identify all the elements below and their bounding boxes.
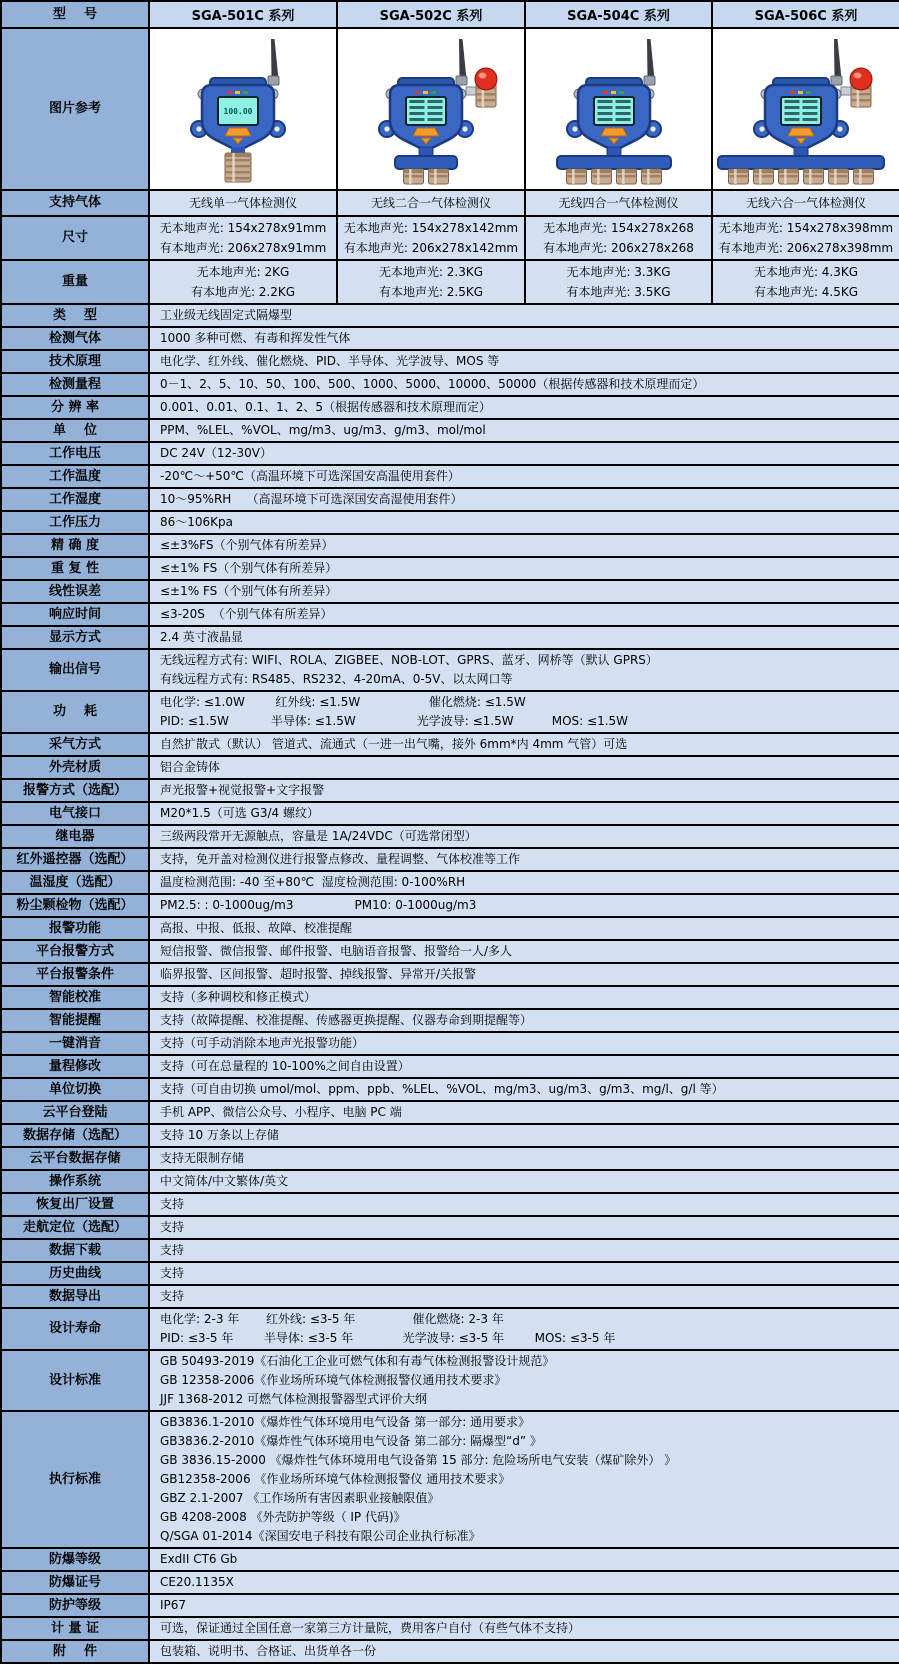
- row-label: 响应时间: [1, 603, 149, 626]
- spec-cell: 铝合金铸体: [149, 756, 899, 779]
- spec-cell: [712, 216, 899, 260]
- spec-cell: 0.001、0.01、0.1、1、2、5（根据传感器和技术原理而定）: [149, 396, 899, 419]
- spec-row: [1, 216, 899, 260]
- row-label: 恢复出厂设置: [1, 1193, 149, 1216]
- spec-cell: 1000 多种可燃、有毒和挥发性气体: [149, 327, 899, 350]
- spec-row: [1, 1411, 899, 1548]
- spec-cell: 支持: [149, 1193, 899, 1216]
- row-label: 重量: [1, 260, 149, 304]
- spec-line: Q/SGA 01-2014《深国安电子科技有限公司企业执行标准》: [160, 1529, 481, 1543]
- model-name-1: SGA-502C 系列: [337, 1, 525, 28]
- spec-cell: 三级两段常开无源触点，容量是 1A/24VDC（可选常闭型）: [149, 825, 899, 848]
- spec-line: 无本地声光: 4.3KG: [753, 265, 859, 279]
- spec-row: [1, 1147, 899, 1170]
- row-label: 防爆等级: [1, 1548, 149, 1571]
- spec-row: [1, 557, 899, 580]
- spec-row: [1, 465, 899, 488]
- row-label: 单位切换: [1, 1078, 149, 1101]
- spec-row: [1, 603, 899, 626]
- spec-row: [1, 1193, 899, 1216]
- spec-line: 无本地声光: 154x278x91mm: [159, 221, 327, 235]
- spec-cell: 无线六合一气体检测仪: [712, 190, 899, 216]
- spec-cell: ≤±1% FS（个别气体有所差异）: [149, 580, 899, 603]
- row-label: 重 复 性: [1, 557, 149, 580]
- product-image-sga-502c: [337, 28, 525, 190]
- spec-cell: CE20.1135X: [149, 1571, 899, 1594]
- spec-row: [1, 848, 899, 871]
- spec-cell: [149, 216, 337, 260]
- spec-line: GB 4208-2008 《外壳防护等级（ IP 代码)》: [160, 1510, 406, 1524]
- spec-cell: 自然扩散式（默认） 管道式、流通式（一进一出气嘴，接外 6mm*内 4mm 气管）可选: [149, 733, 899, 756]
- spec-row: [1, 1032, 899, 1055]
- spec-line: GB3836.2-2010《爆炸性气体环境用电气设备 第二部分: 隔爆型“d” 》: [160, 1434, 542, 1448]
- row-label: 工作湿度: [1, 488, 149, 511]
- spec-line: 有本地声光: 206x278x268: [543, 241, 694, 255]
- spec-cell: [149, 691, 899, 733]
- row-label: 设计标准: [1, 1350, 149, 1411]
- spec-row: [1, 419, 899, 442]
- spec-row: [1, 691, 899, 733]
- spec-row: [1, 350, 899, 373]
- row-label: 检测量程: [1, 373, 149, 396]
- svg-text:100.00: 100.00: [223, 107, 253, 116]
- spec-cell: ≤3-20S （个别气体有所差异）: [149, 603, 899, 626]
- row-label: 单 位: [1, 419, 149, 442]
- row-label: 输出信号: [1, 649, 149, 691]
- spec-row: [1, 190, 899, 216]
- spec-row: [1, 1640, 899, 1663]
- spec-line: 无本地声光: 2.3KG: [378, 265, 484, 279]
- spec-line: 无本地声光: 154x278x268: [543, 221, 694, 235]
- spec-row: [1, 1262, 899, 1285]
- spec-cell: 支持无限制存储: [149, 1147, 899, 1170]
- row-label: 电气接口: [1, 802, 149, 825]
- spec-cell: ≤±3%FS（个别气体有所差异）: [149, 534, 899, 557]
- spec-cell: PM2.5: : 0-1000ug/m3 PM10: 0-1000ug/m3: [149, 894, 899, 917]
- row-label: 数据存储（选配）: [1, 1124, 149, 1147]
- spec-cell: 支持（可在总量程的 10-100%之间自由设置）: [149, 1055, 899, 1078]
- spec-line: 有本地声光: 206x278x398mm: [718, 241, 894, 255]
- product-image-sga-501c: [149, 28, 337, 190]
- spec-row: [1, 1216, 899, 1239]
- spec-row: [1, 373, 899, 396]
- spec-line: JJF 1368-2012 可燃气体检测报警器型式评价大纲: [160, 1392, 428, 1406]
- gas-detector-illustration-sga-506c: [713, 33, 899, 185]
- row-label: 智能提醒: [1, 1009, 149, 1032]
- row-label: 执行标准: [1, 1411, 149, 1548]
- spec-cell: 支持（故障提醒、校准提醒、传感器更换提醒、仪器寿命到期提醒等）: [149, 1009, 899, 1032]
- spec-row: [1, 649, 899, 691]
- product-image-sga-506c: [712, 28, 899, 190]
- spec-row: [1, 396, 899, 419]
- product-images-row: [1, 28, 899, 190]
- spec-line: 有线远程方式有: RS485、RS232、4-20mA、0-5V、以太网口等: [160, 672, 513, 686]
- spec-cell: M20*1.5（可选 G3/4 螺纹）: [149, 802, 899, 825]
- spec-line: 有本地声光: 206x278x91mm: [159, 241, 327, 255]
- spec-row: [1, 1571, 899, 1594]
- spec-cell: [337, 216, 525, 260]
- row-label: 平台报警条件: [1, 963, 149, 986]
- spec-cell: -20℃～+50℃（高温环境下可选深国安高温使用套件）: [149, 465, 899, 488]
- spec-cell: 支持: [149, 1285, 899, 1308]
- spec-cell: 手机 APP、微信公众号、小程序、电脑 PC 端: [149, 1101, 899, 1124]
- row-label: 外壳材质: [1, 756, 149, 779]
- row-label: 数据下载: [1, 1239, 149, 1262]
- spec-line: 电化学: 2-3 年 红外线: ≤3-5 年 催化燃烧: 2-3 年: [160, 1312, 504, 1326]
- row-label: 分 辨 率: [1, 396, 149, 419]
- row-label: 防爆证号: [1, 1571, 149, 1594]
- spec-row: [1, 1548, 899, 1571]
- spec-line: 无本地声光: 2KG: [196, 265, 290, 279]
- spec-line: 有本地声光: 3.5KG: [566, 285, 671, 299]
- row-label: 技术原理: [1, 350, 149, 373]
- spec-cell: 支持: [149, 1216, 899, 1239]
- spec-line: 有本地声光: 2.5KG: [378, 285, 484, 299]
- spec-row: [1, 802, 899, 825]
- spec-cell: 支持（可自由切换 umol/mol、ppm、ppb、%LEL、%VOL、mg/m3、ug/m3、g/m3、mg/l、g/l 等）: [149, 1078, 899, 1101]
- spec-row: [1, 963, 899, 986]
- spec-row: [1, 1009, 899, 1032]
- row-label: 红外遥控器（选配）: [1, 848, 149, 871]
- row-label: 工作电压: [1, 442, 149, 465]
- spec-row: [1, 1055, 899, 1078]
- spec-cell: ≤±1% FS（个别气体有所差异）: [149, 557, 899, 580]
- spec-cell: 支持: [149, 1262, 899, 1285]
- spec-row: [1, 626, 899, 649]
- spec-cell: 支持（可手动消除本地声光报警功能）: [149, 1032, 899, 1055]
- row-label: 量程修改: [1, 1055, 149, 1078]
- spec-cell: 高报、中报、低报、故障、校准提醒: [149, 917, 899, 940]
- spec-row: [1, 1594, 899, 1617]
- row-label: 精 确 度: [1, 534, 149, 557]
- spec-row: [1, 1350, 899, 1411]
- spec-row: [1, 442, 899, 465]
- row-label: 附 件: [1, 1640, 149, 1663]
- spec-cell: [337, 260, 525, 304]
- row-label: 防护等级: [1, 1594, 149, 1617]
- row-label: 工作压力: [1, 511, 149, 534]
- spec-cell: [149, 649, 899, 691]
- spec-row: [1, 756, 899, 779]
- row-label: 走航定位（选配）: [1, 1216, 149, 1239]
- spec-row: [1, 580, 899, 603]
- spec-line: GBZ 2.1-2007 《工作场所有害因素职业接触限值》: [160, 1491, 440, 1505]
- spec-cell: [149, 1308, 899, 1350]
- row-label: 操作系统: [1, 1170, 149, 1193]
- spec-row: [1, 1285, 899, 1308]
- spec-row: [1, 260, 899, 304]
- row-label: 云平台数据存储: [1, 1147, 149, 1170]
- spec-line: PID: ≤3-5 年 半导体: ≤3-5 年 光学波导: ≤3-5 年 MOS: ≤3-5 年: [160, 1331, 616, 1345]
- spec-cell: [149, 1350, 899, 1411]
- row-label: 报警功能: [1, 917, 149, 940]
- row-label: 一键消音: [1, 1032, 149, 1055]
- row-label: 功 耗: [1, 691, 149, 733]
- row-label: 云平台登陆: [1, 1101, 149, 1124]
- spec-row: [1, 488, 899, 511]
- spec-cell: 10～95%RH （高湿环境下可选深国安高湿使用套件）: [149, 488, 899, 511]
- spec-cell: 包装箱、说明书、合格证、出货单各一份: [149, 1640, 899, 1663]
- spec-cell: [149, 1411, 899, 1548]
- spec-cell: 短信报警、微信报警、邮件报警、电脑语音报警、报警给一人/多人: [149, 940, 899, 963]
- spec-row: [1, 1078, 899, 1101]
- row-label: 历史曲线: [1, 1262, 149, 1285]
- spec-row: [1, 825, 899, 848]
- model-name-0: SGA-501C 系列: [149, 1, 337, 28]
- spec-row: [1, 1101, 899, 1124]
- gas-detector-illustration-sga-504c: [526, 33, 712, 185]
- spec-row: [1, 917, 899, 940]
- spec-cell: 临界报警、区间报警、超时报警、掉线报警、异常开/关报警: [149, 963, 899, 986]
- spec-row: [1, 304, 899, 327]
- spec-row: [1, 534, 899, 557]
- row-label: 智能校准: [1, 986, 149, 1009]
- row-label: 设计寿命: [1, 1308, 149, 1350]
- spec-cell: 温度检测范围: -40 至+80℃ 湿度检测范围: 0-100%RH: [149, 871, 899, 894]
- row-label: 采气方式: [1, 733, 149, 756]
- spec-cell: 声光报警+视觉报警+文字报警: [149, 779, 899, 802]
- spec-row: [1, 1617, 899, 1640]
- spec-cell: DC 24V（12-30V）: [149, 442, 899, 465]
- spec-row: [1, 986, 899, 1009]
- spec-cell: ExdII CT6 Gb: [149, 1548, 899, 1571]
- spec-line: 无本地声光: 154x278x398mm: [718, 221, 894, 235]
- spec-line: 电化学: ≤1.0W 红外线: ≤1.5W 催化燃烧: ≤1.5W: [160, 695, 526, 709]
- spec-line: 无本地声光: 154x278x142mm: [343, 221, 519, 235]
- spec-row: [1, 894, 899, 917]
- product-image-sga-504c: [525, 28, 712, 190]
- row-label: 尺寸: [1, 216, 149, 260]
- spec-cell: PPM、%LEL、%VOL、mg/m3、ug/m3、g/m3、mol/mol: [149, 419, 899, 442]
- spec-row: [1, 511, 899, 534]
- spec-cell: 0－1、2、5、10、50、100、500、1000、5000、10000、50000（根据传感器和技术原理而定）: [149, 373, 899, 396]
- spec-row: [1, 1170, 899, 1193]
- row-label: 检测气体: [1, 327, 149, 350]
- spec-cell: 无线四合一气体检测仪: [525, 190, 712, 216]
- spec-cell: 电化学、红外线、催化燃烧、PID、半导体、光学波导、MOS 等: [149, 350, 899, 373]
- spec-row: [1, 779, 899, 802]
- gas-detector-illustration-sga-502c: [338, 33, 524, 185]
- row-label: 温湿度（选配）: [1, 871, 149, 894]
- spec-row: [1, 1308, 899, 1350]
- gas-detector-illustration-sga-501c: [150, 33, 336, 185]
- row-label: 计 量 证: [1, 1617, 149, 1640]
- spec-row: [1, 1124, 899, 1147]
- spec-cell: [525, 216, 712, 260]
- spec-line: GB 3836.15-2000 《爆炸性气体环境用电气设备第 15 部分: 危险场所电气安装（煤矿除外） 》: [160, 1453, 677, 1467]
- spec-cell: 2.4 英寸液晶显: [149, 626, 899, 649]
- spec-line: GB3836.1-2010《爆炸性气体环境用电气设备 第一部分: 通用要求》: [160, 1415, 531, 1429]
- spec-row: [1, 1239, 899, 1262]
- row-label: 类 型: [1, 304, 149, 327]
- row-label: 线性误差: [1, 580, 149, 603]
- spec-line: 有本地声光: 4.5KG: [753, 285, 859, 299]
- row-label-images: 图片参考: [1, 28, 149, 190]
- row-label: 继电器: [1, 825, 149, 848]
- spec-cell: 中文简体/中文繁体/英文: [149, 1170, 899, 1193]
- spec-line: 有本地声光: 206x278x142mm: [343, 241, 519, 255]
- spec-cell: 工业级无线固定式隔爆型: [149, 304, 899, 327]
- row-label: 平台报警方式: [1, 940, 149, 963]
- spec-line: GB12358-2006 《作业场所环境气体检测报警仪 通用技术要求》: [160, 1472, 511, 1486]
- row-label-model: 型 号: [1, 1, 149, 28]
- model-header-row: [1, 1, 899, 28]
- spec-cell: 86～106Kpa: [149, 511, 899, 534]
- spec-cell: 支持: [149, 1239, 899, 1262]
- spec-cell: [525, 260, 712, 304]
- spec-line: 有本地声光: 2.2KG: [190, 285, 296, 299]
- model-name-2: SGA-504C 系列: [525, 1, 712, 28]
- spec-row: [1, 871, 899, 894]
- spec-cell: 支持，免开盖对检测仪进行报警点修改、量程调整、气体校准等工作: [149, 848, 899, 871]
- spec-row: [1, 327, 899, 350]
- spec-cell: IP67: [149, 1594, 899, 1617]
- row-label: 显示方式: [1, 626, 149, 649]
- spec-cell: 支持 10 万条以上存储: [149, 1124, 899, 1147]
- spec-cell: 支持（多种调校和修正模式）: [149, 986, 899, 1009]
- spec-line: PID: ≤1.5W 半导体: ≤1.5W 光学波导: ≤1.5W MOS: ≤1.5W: [160, 714, 629, 728]
- spec-line: 无本地声光: 3.3KG: [566, 265, 671, 279]
- spec-line: GB 50493-2019《石油化工企业可燃气体和有毒气体检测报警设计规范》: [160, 1354, 555, 1368]
- spec-line: GB 12358-2006《作业场所环境气体检测报警仪通用技术要求》: [160, 1373, 507, 1387]
- row-label: 数据导出: [1, 1285, 149, 1308]
- spec-row: [1, 940, 899, 963]
- row-label: 工作温度: [1, 465, 149, 488]
- row-label: 支持气体: [1, 190, 149, 216]
- spec-cell: 无线二合一气体检测仪: [337, 190, 525, 216]
- spec-cell: [149, 260, 337, 304]
- spec-cell: [712, 260, 899, 304]
- spec-cell: 无线单一气体检测仪: [149, 190, 337, 216]
- row-label: 报警方式（选配）: [1, 779, 149, 802]
- row-label: 粉尘颗检物（选配）: [1, 894, 149, 917]
- model-name-3: SGA-506C 系列: [712, 1, 899, 28]
- spec-cell: 可选，保证通过全国任意一家第三方计量院，费用客户自付（有些气体不支持）: [149, 1617, 899, 1640]
- spec-line: 无线远程方式有: WIFI、ROLA、ZIGBEE、NOB-LOT、GPRS、蓝牙、网桥等（默认 GPRS）: [160, 653, 658, 667]
- spec-row: [1, 733, 899, 756]
